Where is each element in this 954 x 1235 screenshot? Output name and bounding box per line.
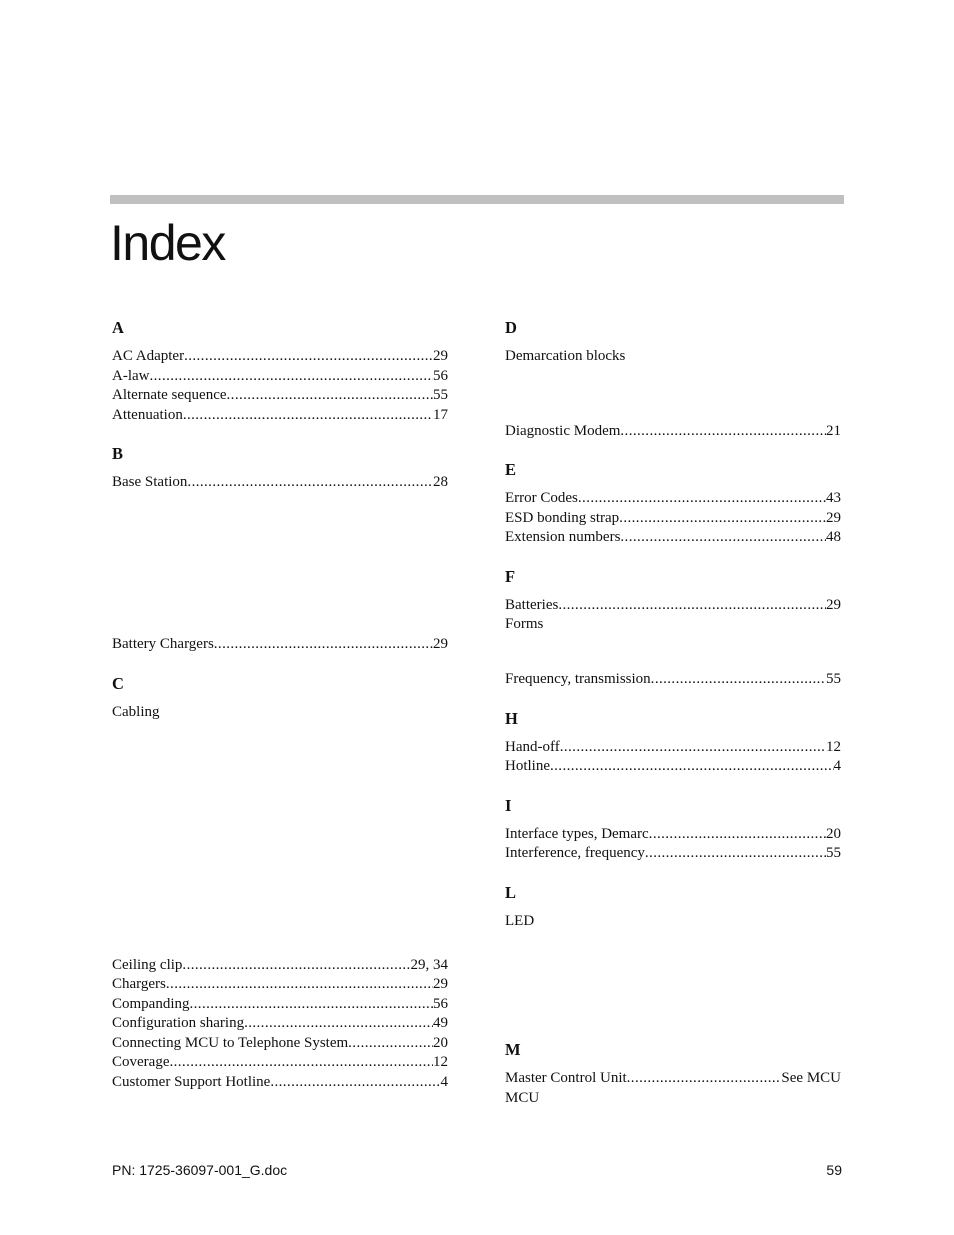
dot-leader [160,703,449,723]
index-entry [112,635,448,655]
index-entry [505,489,841,509]
index-entry [112,1014,448,1034]
index-section-d [505,318,841,441]
dot-leader [543,615,841,635]
section-letter: M [505,1040,521,1059]
index-entry [112,1053,448,1073]
entry-term: A-law [112,367,150,384]
index-entry [112,956,448,976]
index-entry [505,347,841,367]
dot-leader [539,1089,841,1109]
index-entry [505,844,841,864]
dot-leader [620,422,826,442]
dot-leader [214,635,433,655]
dot-leader [348,1034,433,1054]
dot-leader [578,489,826,509]
dot-leader [244,1014,433,1034]
dot-leader [169,1053,433,1073]
index-entry [505,615,841,635]
entry-page: 4 [833,758,841,774]
entry-term: Attenuation [112,406,183,423]
entry-term: Base Station [112,474,188,490]
dot-leader [182,956,410,976]
index-entry [112,473,448,493]
entry-term: Cabling [112,703,160,720]
entry-term: Battery Chargers [112,636,214,652]
dot-leader [227,386,433,406]
section-letter: B [112,444,124,463]
footer-page-number: 59 [826,1162,842,1178]
entry-page: 29, 34 [410,956,448,973]
entry-term: Ceiling clip [112,956,183,973]
entry-term: Diagnostic Modem [505,422,621,439]
entry-term: Configuration sharing [112,1015,245,1031]
entry-page: 29 [433,976,448,992]
section-letter: H [505,708,518,728]
dot-leader [150,367,434,387]
index-section-f [505,567,841,690]
index-column-left [112,318,448,1092]
index-entry [505,670,841,690]
index-entry [505,509,841,529]
entry-page: 4 [440,1073,448,1090]
index-column-right [505,318,841,1108]
entry-term: Hotline [505,758,550,774]
entry-term: Chargers [112,976,166,992]
entry-page: 56 [433,367,448,384]
dot-leader [620,528,826,548]
dot-leader [619,509,826,529]
index-entry [112,703,448,723]
section-letter: E [505,460,517,479]
entry-page: See MCU [781,1070,841,1086]
entry-term: Customer Support Hotline [112,1073,271,1090]
dot-leader [184,347,433,367]
index-section-m [505,1040,841,1108]
entry-page: 48 [826,529,841,545]
footer-doc-id: PN: 1725-36097-001_G.doc [112,1162,288,1178]
entry-term: Interference, frequency [505,845,645,861]
index-entry [505,738,841,758]
section-letter: D [505,318,517,337]
entry-term: Demarcation blocks [505,348,626,364]
section-letter: I [505,795,512,815]
entry-term: Companding [112,995,190,1012]
entry-page: 55 [826,671,841,687]
index-entry [112,386,448,406]
index-section-b [112,444,448,655]
index-section-l [505,883,841,932]
dot-leader [166,975,433,995]
section-letter: C [112,673,124,693]
dot-leader [627,1069,782,1089]
dot-leader [625,347,841,367]
entry-term: Connecting MCU to Telephone System [112,1034,349,1051]
entry-term: Batteries [505,596,559,613]
entry-term: Interface types, Demarc [505,825,649,842]
dot-leader [187,473,433,493]
entry-page: 29 [826,509,841,526]
index-entry [505,1069,841,1089]
entry-term: Hand-off [505,738,560,755]
entry-term: Coverage [112,1054,170,1070]
dot-leader [183,406,433,426]
index-entry [112,1073,448,1093]
dot-leader [558,596,826,616]
index-section-e [505,460,841,548]
section-letter: A [112,318,124,337]
entry-term: ESD bonding strap [505,509,620,526]
index-entry [505,422,841,442]
dot-leader [550,757,834,777]
index-entry [112,1034,448,1054]
entry-page: 28 [433,474,448,490]
entry-page: 29 [433,348,448,364]
entry-term: LED [505,912,535,929]
page-title: Index [110,215,225,271]
index-entry [112,347,448,367]
entry-page: 12 [433,1054,448,1070]
header-rule [110,195,844,204]
dot-leader [190,995,434,1015]
entry-page: 29 [826,596,841,613]
entry-term: Frequency, transmission [505,671,651,687]
entry-page: 20 [433,1034,448,1051]
entry-page: 17 [433,406,448,423]
index-entry [112,975,448,995]
dot-leader [560,738,826,758]
entry-page: 21 [826,422,841,439]
entry-page: 56 [433,995,448,1012]
entry-term: Extension numbers [505,529,621,545]
dot-leader [649,825,826,845]
entry-page: 43 [826,490,841,506]
dot-leader [645,844,826,864]
entry-term: MCU [505,1089,540,1106]
dot-leader [270,1073,440,1093]
entry-page: 55 [433,387,448,403]
entry-term: Alternate sequence [112,387,227,403]
entry-term: AC Adapter [112,348,185,364]
index-entry [112,995,448,1015]
entry-term: Master Control Unit [505,1070,627,1086]
entry-term: Error Codes [505,490,578,506]
entry-page: 29 [433,636,448,652]
index-entry [505,757,841,777]
index-section-a [112,318,448,425]
index-entry [112,367,448,387]
index-entry [112,406,448,426]
index-entry [505,528,841,548]
entry-page: 20 [826,825,841,842]
index-entry [505,596,841,616]
dot-leader [651,670,826,690]
index-section-i [505,796,841,864]
index-section-h [505,709,841,777]
index-entry [505,1089,841,1109]
section-letter: F [505,566,516,586]
entry-term: Forms [505,616,544,632]
entry-page: 49 [433,1015,448,1031]
entry-page: 55 [826,845,841,861]
dot-leader [534,912,841,932]
section-letter: L [505,882,517,902]
index-entry [505,912,841,932]
index-section-c [112,674,448,1093]
index-entry [505,825,841,845]
entry-page: 12 [826,738,841,755]
